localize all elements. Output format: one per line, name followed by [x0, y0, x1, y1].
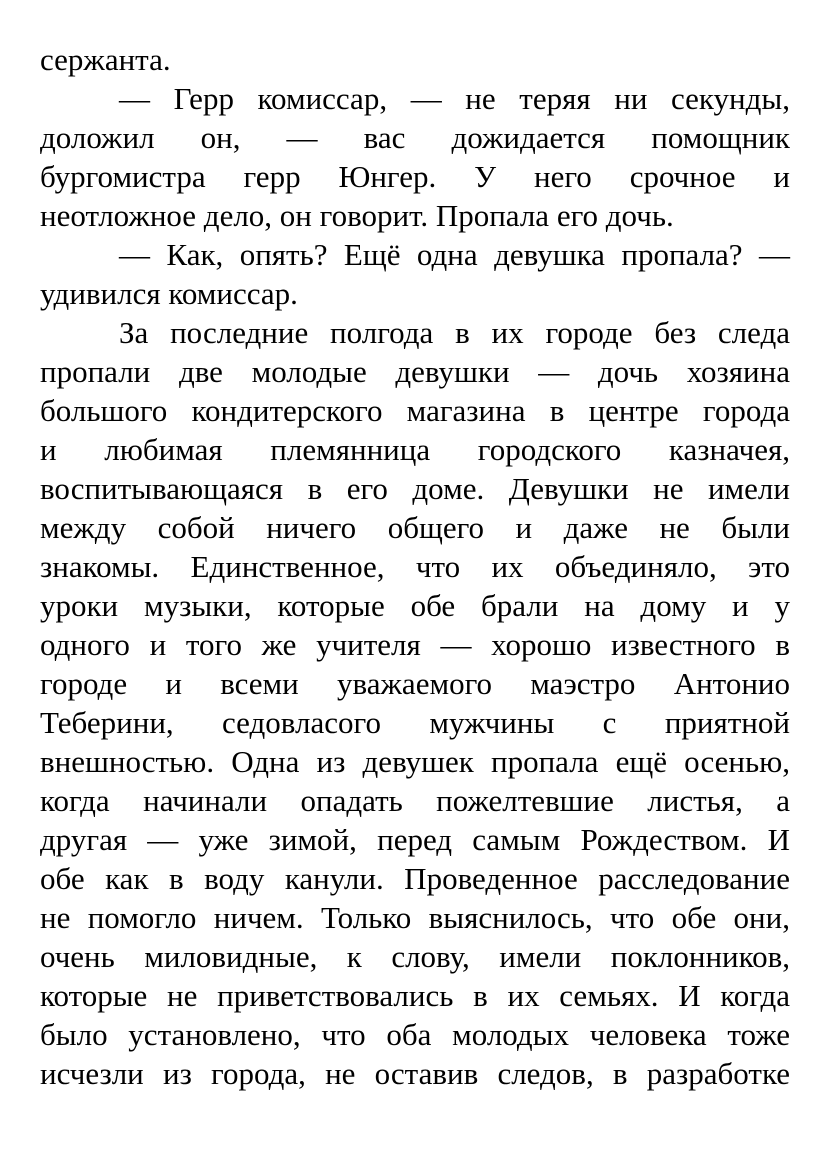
- text-line: воспитывающаяся в его доме. Девушки не имели: [40, 471, 790, 506]
- body-text: [40, 40, 790, 1093]
- text-line: бургомистра герр Юнгер. У него срочное и: [40, 159, 790, 194]
- text-line: очень миловидные, к слову, имели поклонников,: [40, 939, 790, 974]
- text-line: между собой ничего общего и даже не были: [40, 510, 790, 545]
- text-line: знакомы. Единственное, что их объединяло, это: [40, 549, 790, 584]
- text-line: За последние полгода в их городе без следа: [119, 315, 790, 350]
- text-line: — Как, опять? Ещё одна девушка пропала? —: [119, 237, 790, 272]
- text-line: обе как в воду канули. Проведенное расследование: [40, 861, 790, 896]
- text-line: исчезли из города, не оставив следов, в разработке: [40, 1056, 790, 1091]
- book-page: [40, 40, 790, 1093]
- text-line: не помогло ничем. Только выяснилось, что обе они,: [40, 900, 790, 935]
- text-line: и любимая племянница городского казначея,: [40, 432, 790, 467]
- text-line: одного и того же учителя — хорошо известного в: [40, 627, 790, 662]
- text-line: другая — уже зимой, перед самым Рождеством. И: [40, 822, 790, 857]
- text-line: доложил он, — вас дожидается помощник: [40, 120, 790, 155]
- text-line: которые не приветствовались в их семьях. И когда: [40, 978, 790, 1013]
- text-line: уроки музыки, которые обе брали на дому и у: [40, 588, 790, 623]
- text-line: пропали две молодые девушки — дочь хозяина: [40, 354, 790, 389]
- text-line: когда начинали опадать пожелтевшие листья, а: [40, 783, 790, 818]
- text-line: неотложное дело, он говорит. Пропала его дочь.: [40, 198, 674, 233]
- text-line: городе и всеми уважаемого маэстро Антонио: [40, 666, 790, 701]
- text-line: — Герр комиссар, — не теряя ни секунды,: [119, 81, 790, 116]
- text-line: Теберини, седовласого мужчины с приятной: [40, 705, 790, 740]
- text-line: было установлено, что оба молодых человека тоже: [40, 1017, 790, 1052]
- text-line: большого кондитерского магазина в центре города: [40, 393, 790, 428]
- text-line: внешностью. Одна из девушек пропала ещё осенью,: [40, 744, 790, 779]
- text-line: сержанта.: [40, 42, 171, 77]
- text-line: удивился комиссар.: [40, 276, 298, 311]
